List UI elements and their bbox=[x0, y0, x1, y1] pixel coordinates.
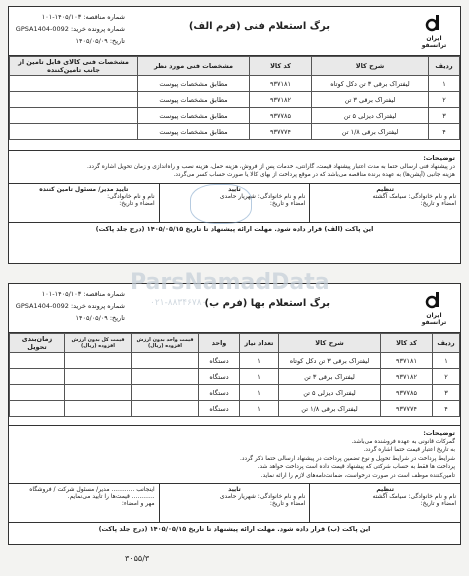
sign-prepared bbox=[309, 484, 460, 522]
sign-supplier bbox=[9, 484, 159, 522]
sign-approved bbox=[159, 184, 310, 222]
cell: مطابق مشخصات پیوست bbox=[138, 92, 250, 108]
note-item: تامین‌کننده موظف است در صورت درخواست، ضمانت‌نامه‌های لازم را ارائه نماید. bbox=[260, 472, 455, 479]
cell: ۹۳۷۷۷۴ bbox=[381, 401, 433, 417]
sign-caption: تایید مدیر/ مسئول تامین کننده bbox=[39, 185, 129, 193]
cell[interactable] bbox=[10, 353, 65, 369]
sign-caption: تنظیم bbox=[376, 185, 395, 193]
sign-approved bbox=[159, 484, 310, 522]
cell[interactable] bbox=[132, 385, 199, 401]
cell: ۱ bbox=[433, 353, 460, 369]
sign-name: نام و نام خانوادگی: شهریار حامدی bbox=[219, 493, 306, 500]
note-item: شرایط پرداخت در شرایط تحویل و نوع تضمین پرداخت در پیشنهاد ارسالی حتما ذکر گردد. bbox=[240, 455, 455, 462]
sign-date: مهر و امضاء: bbox=[121, 500, 155, 507]
col-header: مشخصات فنی مورد نظر bbox=[138, 57, 250, 76]
sign-date: امضاء و تاریخ: bbox=[119, 199, 155, 207]
cell[interactable] bbox=[10, 369, 65, 385]
note-item: به تاریخ اعتبار قیمت حتما اشاره گردد. bbox=[363, 447, 455, 453]
col-header: واحد bbox=[199, 334, 240, 353]
cell: لیفتراک برقی ۱/۸ تن bbox=[312, 124, 429, 140]
cell: ۹۳۷۱۸۲ bbox=[381, 369, 433, 385]
cell: لیفتراک برقی ۳ تن دکل کوتاه bbox=[279, 353, 381, 369]
cell[interactable] bbox=[65, 385, 132, 401]
cell: ۹۳۷۱۸۱ bbox=[381, 353, 433, 369]
watermark: ParsNamadData bbox=[130, 270, 330, 295]
table-row bbox=[10, 385, 460, 401]
col-header: تعداد نیاز bbox=[240, 334, 279, 353]
table-row bbox=[10, 369, 460, 385]
col-header: ردیف bbox=[429, 57, 460, 76]
sign-caption: تایید bbox=[228, 486, 241, 493]
cell[interactable] bbox=[10, 385, 65, 401]
page-number: ۳۰۵۵/۳ bbox=[125, 554, 150, 563]
company-logo bbox=[414, 13, 454, 49]
col-header: قیمت کل بدون ارزش افزوده (ریال) bbox=[65, 334, 132, 353]
note-item: پرداخت ها فقط به حساب شرکتی که پیشنهاد قیمت داده است پرداخت خواهد شد. bbox=[257, 464, 455, 470]
watermark-phone: ۰۲۱-۸۸۳۴۶۷۸۰ bbox=[150, 298, 207, 308]
signature-section bbox=[9, 183, 460, 222]
sign-prepared bbox=[309, 184, 460, 222]
form-title: برگ استعلام بها (فرم ب) bbox=[204, 298, 330, 309]
cell: ۲ bbox=[433, 369, 460, 385]
cell[interactable] bbox=[65, 401, 132, 417]
form-header bbox=[9, 284, 460, 333]
form-footer: این پاکت (الف) قرار داده شود. مهلت ارائه پیشنهاد تا تاریخ ۱۴۰۵/۰۵/۱۵ (درج جلد پاکت) bbox=[9, 222, 460, 235]
table-row bbox=[10, 124, 460, 140]
cell[interactable] bbox=[132, 369, 199, 385]
price-inquiry-form bbox=[8, 283, 461, 545]
cell: لیفتراک برقی ۳ تن bbox=[279, 369, 381, 385]
cell: ۹۳۷۷۷۴ bbox=[250, 124, 312, 140]
sign-date: امضاء و تاریخ: bbox=[420, 500, 456, 507]
table-row bbox=[10, 76, 460, 92]
table-row bbox=[10, 108, 460, 124]
brand-name: ایران ترانسفو bbox=[421, 35, 447, 49]
note-item: گمرکات قانونی به عهده فروشنده می‌باشد. bbox=[351, 438, 455, 445]
tender-number: شماره مناقصه: ۱۴۰۵/۱۰۳-۱۰۱ bbox=[41, 13, 125, 21]
cell: دستگاه bbox=[199, 401, 240, 417]
cell[interactable] bbox=[132, 401, 199, 417]
sign-name: نام و نام خانوادگی: شهریار حامدی bbox=[219, 192, 306, 200]
cell: ۴ bbox=[433, 401, 460, 417]
note-item: در پیشنهاد فنی ارسالی حتما به مدت اعتبار پیشنهاد قیمت، گارانتی، خدمات پس از فروش، هزینه حمل، هزینه نصب و راه‌اندازی و زمان تحویل اشاره گردد. bbox=[86, 163, 455, 170]
purchase-file-number: شماره پرونده خرید: GPSA1404-0092 bbox=[15, 302, 125, 310]
cell: ۱ bbox=[240, 385, 279, 401]
cell: ۱ bbox=[240, 353, 279, 369]
cell: لیفتراک دیزلی ۵ تن bbox=[279, 385, 381, 401]
cell: ۲ bbox=[429, 92, 460, 108]
table-header-row bbox=[10, 57, 460, 76]
cell[interactable] bbox=[10, 401, 65, 417]
sign-date: امضاء و تاریخ: bbox=[269, 500, 306, 507]
form-footer: این پاکت (ب) قرار داده شود. مهلت ارائه پیشنهاد تا تاریخ ۱۴۰۵/۰۵/۱۵ (درج جلد پاکت) bbox=[9, 522, 460, 535]
cell[interactable] bbox=[10, 124, 138, 140]
logo-icon bbox=[424, 290, 444, 310]
stamp-image bbox=[190, 184, 252, 224]
form-date: تاریخ: ۱۴۰۵/۰۵/۰۹ bbox=[75, 37, 125, 45]
cell[interactable] bbox=[65, 369, 132, 385]
cell: لیفتراک برقی ۳ تن bbox=[312, 92, 429, 108]
table-header-row bbox=[10, 334, 460, 353]
col-header: شرح کالا bbox=[279, 334, 381, 353]
sign-name: اینجانب ............ مدیر/ مسئول شرکت / فروشگاه ............ قیمت‌ها را تایید می‌نمایم. bbox=[29, 486, 155, 500]
cell: ۳ bbox=[429, 108, 460, 124]
sign-name: نام و نام خانوادگی: سیامک آگشته bbox=[372, 192, 456, 200]
notes-title: توضیحات: bbox=[423, 429, 455, 437]
tender-number: شماره مناقصه: ۱۴۰۵/۱۰۳-۱۰۱ bbox=[41, 290, 125, 298]
cell: مطابق مشخصات پیوست bbox=[138, 124, 250, 140]
col-header: زمان‌بندی تحویل bbox=[10, 334, 65, 353]
notes-section bbox=[9, 150, 460, 183]
col-header: شرح کالا bbox=[312, 57, 429, 76]
cell: ۹۳۷۱۸۲ bbox=[250, 92, 312, 108]
sign-supplier bbox=[9, 184, 159, 222]
form-meta bbox=[15, 11, 125, 47]
col-header: قیمت واحد بدون ارزش افزوده (ریال) bbox=[132, 334, 199, 353]
cell: ۹۳۷۱۸۱ bbox=[250, 76, 312, 92]
brand-name: ایران ترانسفو bbox=[421, 312, 447, 326]
table-row bbox=[10, 401, 460, 417]
company-logo bbox=[414, 290, 454, 326]
cell: ۱ bbox=[240, 369, 279, 385]
col-header: مشخصات فنی کالای قابل تامین از جانب تامین‌کننده bbox=[10, 57, 138, 76]
cell: ۴ bbox=[429, 124, 460, 140]
sign-caption: تنظیم bbox=[376, 486, 395, 493]
notes-title: توضیحات: bbox=[423, 154, 455, 162]
sign-name: نام و نام خانوادگی: bbox=[107, 192, 155, 200]
cell[interactable] bbox=[10, 108, 138, 124]
technical-inquiry-form bbox=[8, 6, 461, 264]
cell: دستگاه bbox=[199, 369, 240, 385]
col-header: کد کالا bbox=[250, 57, 312, 76]
form-date: تاریخ: ۱۴۰۵/۰۵/۰۹ bbox=[75, 314, 125, 322]
purchase-file-number: شماره پرونده خرید: GPSA1404-0092 bbox=[15, 25, 125, 33]
sign-caption: تایید bbox=[228, 185, 241, 193]
col-header: ردیف bbox=[433, 334, 460, 353]
cell: مطابق مشخصات پیوست bbox=[138, 108, 250, 124]
table-row bbox=[10, 92, 460, 108]
table-row bbox=[10, 353, 460, 369]
cell: لیفتراک دیزلی ۵ تن bbox=[312, 108, 429, 124]
cell: دستگاه bbox=[199, 353, 240, 369]
cell[interactable] bbox=[10, 92, 138, 108]
cell[interactable] bbox=[10, 76, 138, 92]
cell: ۱ bbox=[429, 76, 460, 92]
cell: ۹۳۷۷۸۵ bbox=[250, 108, 312, 124]
cell: ۳ bbox=[433, 385, 460, 401]
cell: ۹۳۷۷۸۵ bbox=[381, 385, 433, 401]
logo-icon bbox=[424, 13, 444, 33]
note-item: هزینه جانبی (آپشن‌ها) به عهده برنده مناقصه می‌باشد که در موقع پرداخت از بهای کالا یا صورت حساب کسر می‌گردد. bbox=[173, 172, 455, 178]
signature-section bbox=[9, 483, 460, 522]
form-meta bbox=[15, 288, 125, 324]
col-header: کد کالا bbox=[381, 334, 433, 353]
notes-section bbox=[9, 425, 460, 483]
sign-name: نام و نام خانوادگی: سیامک آگشته bbox=[372, 493, 456, 500]
sign-date: امضاء و تاریخ: bbox=[269, 199, 306, 207]
cell: لیفتراک برقی ۱/۸ تن bbox=[279, 401, 381, 417]
sign-date: امضاء و تاریخ: bbox=[420, 199, 456, 207]
cell: مطابق مشخصات پیوست bbox=[138, 76, 250, 92]
form-header bbox=[9, 7, 460, 56]
cell: ۱ bbox=[240, 401, 279, 417]
price-table bbox=[9, 333, 460, 417]
cell[interactable] bbox=[132, 353, 199, 369]
cell: لیفتراک برقی ۳ تن دکل کوتاه bbox=[312, 76, 429, 92]
cell[interactable] bbox=[65, 353, 132, 369]
items-table bbox=[9, 56, 460, 140]
cell: دستگاه bbox=[199, 385, 240, 401]
form-title: برگ استعلام فنی (فرم الف) bbox=[188, 21, 330, 32]
